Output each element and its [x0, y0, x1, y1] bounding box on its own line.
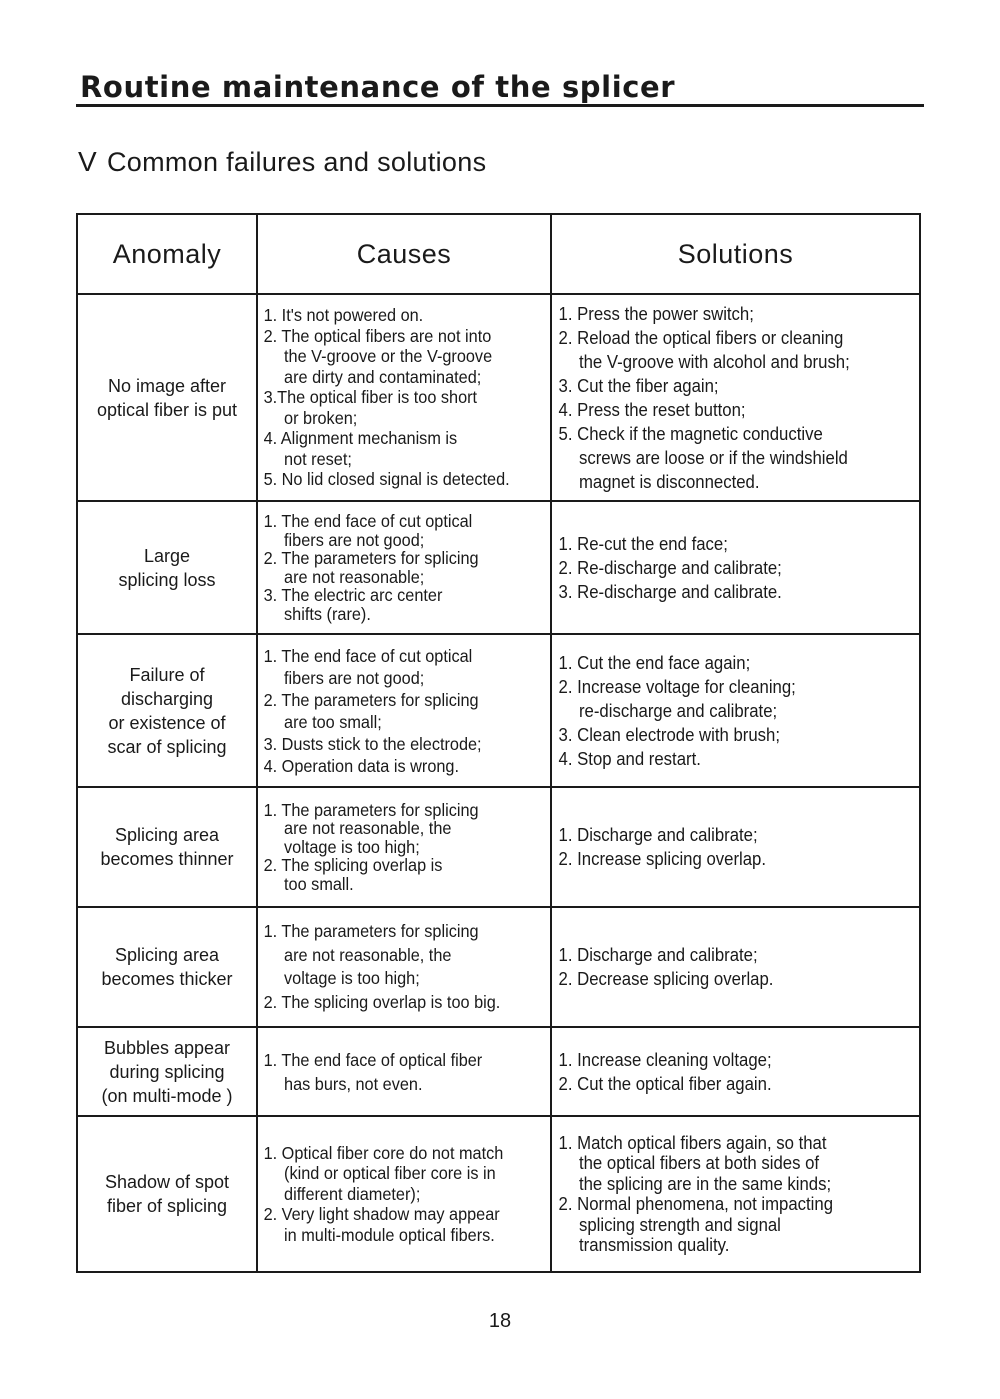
title-underline	[76, 104, 924, 107]
anomaly-line: splicing loss	[118, 569, 216, 590]
page-number: 18	[488, 1310, 512, 1332]
causes-line: are not reasonable, the	[284, 818, 452, 839]
anomaly-line: Failure of	[129, 664, 205, 685]
column-header-solutions: Solutions	[551, 214, 920, 294]
solutions-line: the optical fibers at both sides of	[578, 1153, 820, 1173]
table-row	[77, 907, 920, 1027]
failures-table	[76, 213, 921, 1273]
causes-line: are too small;	[284, 711, 382, 732]
causes-line: 3. Dusts stick to the electrode;	[263, 733, 482, 754]
solutions-line: 3. Clean electrode with brush;	[558, 724, 780, 745]
causes-cell	[257, 787, 551, 907]
causes-line: 5. No lid closed signal is detected.	[263, 469, 510, 490]
causes-line: in multi-module optical fibers.	[284, 1224, 495, 1245]
solutions-line: magnet is disconnected.	[578, 471, 760, 492]
solutions-line: 5. Check if the magnetic conductive	[558, 423, 823, 444]
anomaly-line: discharging	[120, 688, 214, 709]
causes-line: 2. The parameters for splicing	[263, 689, 479, 710]
table-row	[77, 1027, 920, 1116]
anomaly-cell	[77, 1116, 257, 1272]
solutions-cell	[551, 634, 920, 787]
solutions-line: 2. Cut the optical fiber again.	[558, 1073, 772, 1094]
solutions-line: 1. Match optical fibers again, so that	[558, 1132, 827, 1153]
anomaly-cell	[77, 907, 257, 1027]
causes-line: the V-groove or the V-groove	[284, 346, 493, 367]
anomaly-line: Bubbles appear	[103, 1037, 231, 1058]
table-row	[77, 634, 920, 787]
solutions-line: 1. Re-cut the end face;	[558, 533, 728, 554]
solutions-line: 2. Re-discharge and calibrate;	[558, 557, 782, 578]
anomaly-line: becomes thinner	[100, 849, 234, 869]
solutions-line: 1. Cut the end face again;	[558, 652, 751, 673]
causes-line: 4. Alignment mechanism is	[263, 428, 458, 449]
causes-line: are not reasonable, the	[284, 944, 452, 965]
causes-line: 2. The splicing overlap is too big.	[263, 991, 501, 1012]
causes-line: are dirty and contaminated;	[284, 366, 482, 387]
anomaly-line: Shadow of spot	[104, 1172, 230, 1192]
causes-line: 3.The optical fiber is too short	[263, 387, 478, 408]
causes-line: 2. The parameters for splicing	[263, 548, 479, 568]
causes-line: voltage is too high;	[284, 968, 420, 988]
causes-line: 2. Very light shadow may appear	[263, 1204, 500, 1225]
causes-line: 2. The optical fibers are not into	[263, 325, 492, 346]
causes-line: 3. The electric arc center	[263, 585, 443, 605]
causes-line: voltage is too high;	[284, 836, 420, 857]
causes-line: (kind or optical fiber core is in	[284, 1163, 496, 1184]
causes-cell	[257, 907, 551, 1027]
solutions-line: 3. Cut the fiber again;	[558, 375, 719, 396]
page-title: Routine maintenance of the splicer	[80, 70, 676, 104]
causes-cell	[257, 1027, 551, 1116]
causes-cell	[257, 1116, 551, 1272]
causes-line: 1. The end face of optical fiber	[263, 1049, 483, 1070]
anomaly-line: during splicing	[109, 1061, 225, 1082]
causes-line: 4. Operation data is wrong.	[263, 755, 459, 776]
solutions-line: splicing strength and signal	[578, 1214, 781, 1235]
solutions-line: the splicing are in the same kinds;	[578, 1173, 832, 1194]
causes-line: not reset;	[284, 448, 352, 469]
solutions-cell	[551, 294, 920, 501]
table-row	[77, 501, 920, 634]
anomaly-cell	[77, 634, 257, 787]
anomaly-line: (on multi-mode )	[101, 1085, 233, 1106]
causes-line: 1. The parameters for splicing	[263, 921, 479, 941]
solutions-line: screws are loose or if the windshield	[578, 447, 848, 468]
section-number: V	[78, 146, 97, 177]
solutions-line: 1. Press the power switch;	[558, 303, 754, 324]
column-header-causes: Causes	[257, 214, 551, 294]
solutions-line: re-discharge and calibrate;	[578, 700, 778, 721]
anomaly-line: Large	[143, 545, 191, 566]
anomaly-line: Splicing area	[114, 945, 220, 965]
anomaly-line: becomes thicker	[101, 969, 233, 989]
section-title: Common failures and solutions	[106, 147, 487, 177]
solutions-cell	[551, 907, 920, 1027]
anomaly-line: Splicing area	[114, 825, 220, 845]
causes-line: 2. The splicing overlap is	[263, 855, 443, 876]
anomaly-line: No image after	[107, 375, 227, 396]
anomaly-cell	[77, 294, 257, 501]
solutions-line: 2. Increase splicing overlap.	[558, 849, 767, 869]
causes-line: fibers are not good;	[284, 667, 425, 688]
solutions-line: 2. Normal phenomena, not impacting	[558, 1194, 834, 1214]
solutions-line: 2. Reload the optical fibers or cleaning	[558, 327, 844, 348]
table-header-row	[77, 214, 920, 294]
solutions-line: 1. Increase cleaning voltage;	[558, 1049, 772, 1070]
causes-line: 1. The end face of cut optical	[263, 645, 473, 666]
causes-line: fibers are not good;	[284, 529, 425, 550]
causes-line: are not reasonable;	[284, 566, 425, 587]
causes-cell	[257, 634, 551, 787]
anomaly-cell	[77, 501, 257, 634]
anomaly-line: fiber of splicing	[106, 1196, 228, 1216]
column-header-anomaly: Anomaly	[77, 214, 257, 294]
solutions-line: 2. Increase voltage for cleaning;	[558, 676, 796, 697]
causes-line: 1. Optical fiber core do not match	[263, 1142, 504, 1163]
causes-cell	[257, 501, 551, 634]
anomaly-line: scar of splicing	[107, 736, 227, 757]
solutions-line: transmission quality.	[578, 1235, 730, 1255]
solutions-cell	[551, 1027, 920, 1116]
table-row	[77, 294, 920, 501]
solutions-line: 1. Discharge and calibrate;	[558, 945, 758, 965]
anomaly-cell	[77, 787, 257, 907]
anomaly-line: or existence of	[108, 712, 226, 733]
causes-line: 1. The end face of cut optical	[263, 511, 473, 531]
causes-line: shifts (rare).	[284, 603, 371, 624]
anomaly-cell	[77, 1027, 257, 1116]
causes-line: different diameter);	[284, 1183, 421, 1204]
solutions-line: the V-groove with alcohol and brush;	[578, 351, 850, 372]
section-heading	[78, 146, 486, 178]
solutions-line: 4. Stop and restart.	[558, 748, 701, 769]
table-row	[77, 787, 920, 907]
causes-cell	[257, 294, 551, 501]
table-row	[77, 1116, 920, 1272]
causes-line: 1. It's not powered on.	[263, 305, 424, 326]
causes-line: too small.	[284, 873, 354, 894]
anomaly-line: optical fiber is put	[96, 399, 238, 420]
solutions-line: 2. Decrease splicing overlap.	[558, 969, 774, 989]
solutions-line: 3. Re-discharge and calibrate.	[558, 581, 782, 602]
causes-line: 1. The parameters for splicing	[263, 799, 479, 820]
causes-line: or broken;	[284, 407, 358, 428]
solutions-cell	[551, 1116, 920, 1272]
solutions-cell	[551, 787, 920, 907]
solutions-line: 4. Press the reset button;	[558, 399, 746, 420]
solutions-cell	[551, 501, 920, 634]
causes-line: has burs, not even.	[284, 1073, 423, 1094]
solutions-line: 1. Discharge and calibrate;	[558, 825, 758, 845]
